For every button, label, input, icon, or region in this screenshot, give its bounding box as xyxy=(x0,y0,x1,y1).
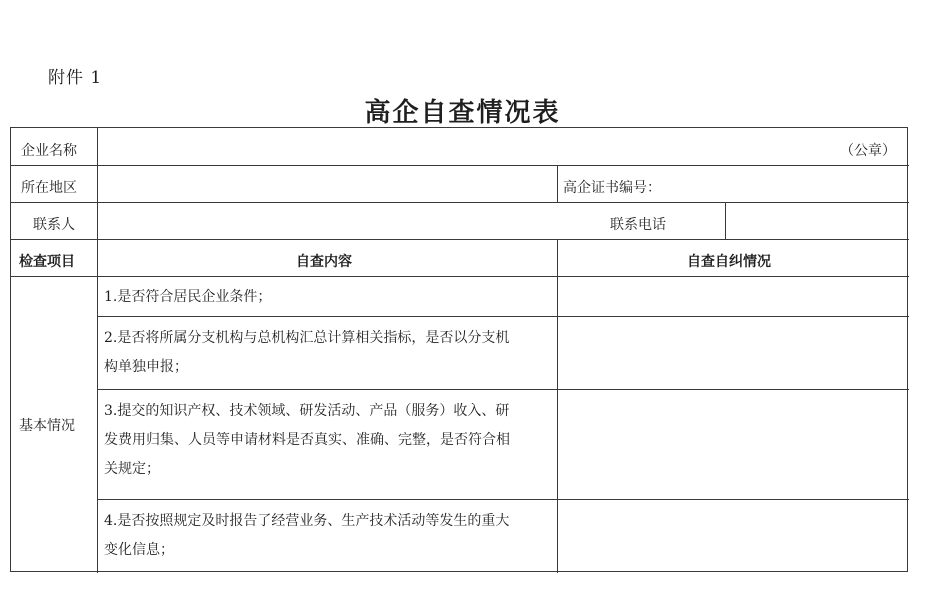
row-divider xyxy=(97,499,909,500)
row-divider xyxy=(97,389,909,390)
check-item-3: 3.提交的知识产权、技术领域、研发活动、产品（服务）收入、研 发费用归集、人员等申请材料是否真实、准确、完整，是否符合相 关规定； xyxy=(104,403,510,477)
header-check-content: 自查内容 xyxy=(296,254,352,270)
company-name-field[interactable] xyxy=(101,132,801,162)
row-divider xyxy=(11,239,909,240)
section-label-basic-info: 基本情况 xyxy=(19,418,75,434)
seal-note: （公章） xyxy=(840,143,896,159)
row-divider xyxy=(97,316,909,317)
header-check-item: 检查项目 xyxy=(19,254,75,270)
check-result-1[interactable] xyxy=(563,280,903,312)
contact-person-field[interactable] xyxy=(101,205,551,235)
check-result-3[interactable] xyxy=(563,394,903,494)
document-title: 高企自查情况表 xyxy=(364,98,561,128)
region-field[interactable] xyxy=(101,168,551,198)
column-divider xyxy=(557,239,558,573)
check-result-4[interactable] xyxy=(563,504,903,568)
contact-person-label: 联系人 xyxy=(33,217,75,233)
check-item-4: 4.是否按照规定及时报告了经营业务、生产技术活动等发生的重大 变化信息； xyxy=(104,513,510,558)
column-divider xyxy=(97,128,98,573)
column-divider xyxy=(557,165,558,202)
contact-phone-field[interactable] xyxy=(731,205,901,235)
row-divider xyxy=(11,165,909,166)
cert-number-label: 高企证书编号： xyxy=(563,180,661,196)
check-result-2[interactable] xyxy=(563,321,903,385)
region-label: 所在地区 xyxy=(21,180,77,196)
attachment-label: 附件 1 xyxy=(48,68,103,88)
contact-phone-label: 联系电话 xyxy=(610,217,666,233)
check-item-1: 1.是否符合居民企业条件； xyxy=(104,289,272,305)
header-correction-status: 自查自纠情况 xyxy=(687,254,771,270)
self-inspection-form xyxy=(10,127,908,572)
check-item-2: 2.是否将所属分支机构与总机构汇总计算相关指标，是否以分支机 构单独申报； xyxy=(104,330,510,375)
row-divider xyxy=(11,202,909,203)
cert-number-field[interactable] xyxy=(671,168,901,198)
row-divider xyxy=(11,276,909,277)
column-divider xyxy=(725,202,726,239)
company-name-label: 企业名称 xyxy=(21,143,77,159)
